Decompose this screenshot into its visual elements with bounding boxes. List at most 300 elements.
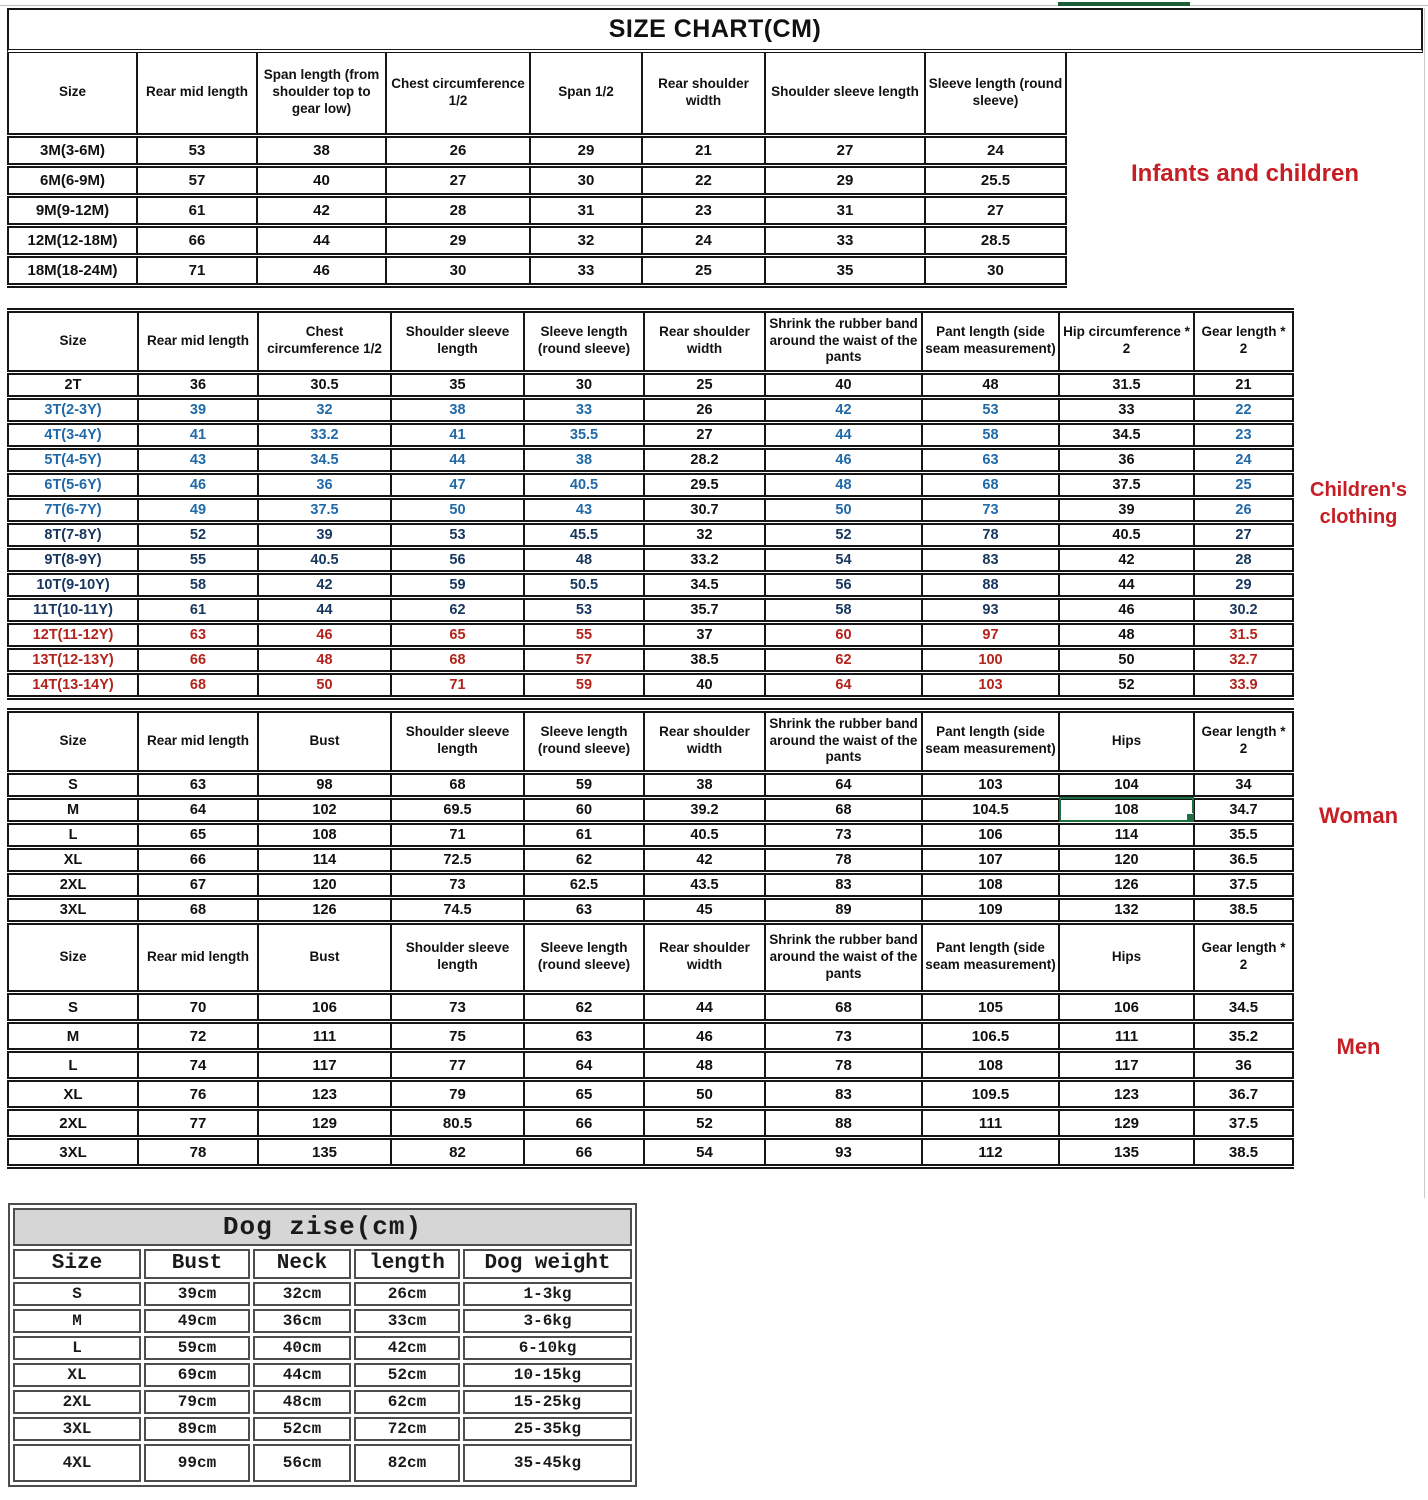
cell: 52 [1059, 672, 1194, 697]
row-size-label: 10T(9-10Y) [8, 572, 138, 597]
cell: 26cm [354, 1282, 460, 1306]
column-header: Bust [258, 925, 391, 993]
cell: 26 [1194, 497, 1293, 522]
cell: 54 [644, 1138, 765, 1167]
cell: 27 [1194, 522, 1293, 547]
cell: 32 [644, 522, 765, 547]
children-section [7, 308, 1423, 700]
cell: 25 [644, 372, 765, 397]
cell: 68 [391, 772, 524, 797]
column-header: Pant length (side seam measurement) [922, 310, 1059, 372]
row-size-label: M [13, 1309, 141, 1333]
cell: 36 [258, 472, 391, 497]
cell: 105 [922, 993, 1059, 1022]
cell: 25-35kg [463, 1417, 632, 1441]
section-gap [0, 288, 1428, 308]
cell: 53 [391, 522, 524, 547]
cell: 106 [258, 993, 391, 1022]
cell: 45.5 [524, 522, 644, 547]
table-row [13, 1363, 632, 1387]
column-header: Rear mid length [138, 925, 258, 993]
column-header: length [354, 1249, 460, 1279]
cell: 106 [922, 822, 1059, 847]
row-size-label: 7T(6-7Y) [8, 497, 138, 522]
cell: 44 [257, 225, 386, 255]
cell: 52cm [253, 1417, 351, 1441]
cell: 28 [386, 195, 530, 225]
cell: 57 [137, 165, 257, 195]
cell: 82 [391, 1138, 524, 1167]
cell: 117 [1059, 1051, 1194, 1080]
table-row [8, 165, 1066, 195]
row-size-label: S [8, 993, 138, 1022]
cell: 30 [925, 255, 1066, 285]
cell: 40.5 [644, 822, 765, 847]
row-size-label: 2XL [8, 1109, 138, 1138]
cell: 68 [765, 993, 922, 1022]
column-header: Rear mid length [137, 53, 257, 135]
cell: 41 [138, 422, 258, 447]
column-header: Chest circumference 1/2 [386, 53, 530, 135]
cell: 111 [922, 1109, 1059, 1138]
table-row [8, 255, 1066, 285]
cell: 42 [258, 572, 391, 597]
cell: 64 [765, 672, 922, 697]
table-row [8, 497, 1293, 522]
cell: 48 [922, 372, 1059, 397]
cell: 120 [258, 872, 391, 897]
row-size-label: 14T(13-14Y) [8, 672, 138, 697]
cell: 66 [524, 1138, 644, 1167]
cell: 30 [530, 165, 642, 195]
cell: 52 [765, 522, 922, 547]
row-size-label: 18M(18-24M) [8, 255, 137, 285]
cell: 58 [138, 572, 258, 597]
cell: 72.5 [391, 847, 524, 872]
cell: 40 [644, 672, 765, 697]
column-header: Pant length (side seam measurement) [922, 710, 1059, 772]
cell: 53 [524, 597, 644, 622]
cell: 50 [644, 1080, 765, 1109]
top-gridline [0, 5, 1428, 6]
cell: 42 [1059, 547, 1194, 572]
cell: 36 [138, 372, 258, 397]
cell: 34.5 [1059, 422, 1194, 447]
cell: 40.5 [258, 547, 391, 572]
cell: 44 [765, 422, 922, 447]
cell: 49cm [144, 1309, 250, 1333]
row-size-label: XL [13, 1363, 141, 1387]
cell: 35 [391, 372, 524, 397]
column-header: Rear shoulder width [644, 310, 765, 372]
cell: 33.2 [644, 547, 765, 572]
table-row [8, 622, 1293, 647]
cell: 46 [644, 1022, 765, 1051]
cell: 89cm [144, 1417, 250, 1441]
cell: 35-45kg [463, 1444, 632, 1482]
table-row [8, 672, 1293, 697]
cell: 88 [922, 572, 1059, 597]
cell: 56 [765, 572, 922, 597]
cell: 58 [765, 597, 922, 622]
cell: 32.7 [1194, 647, 1293, 672]
cell: 40.5 [1059, 522, 1194, 547]
cell: 66 [524, 1109, 644, 1138]
cell: 78 [922, 522, 1059, 547]
table-row [8, 522, 1293, 547]
cell: 71 [137, 255, 257, 285]
table-row [8, 822, 1293, 847]
column-header: Gear length * 2 [1194, 710, 1293, 772]
column-header: Dog weight [463, 1249, 632, 1279]
cell: 112 [922, 1138, 1059, 1167]
spreadsheet-top-gridline-strip [0, 0, 1428, 8]
cell: 97 [922, 622, 1059, 647]
column-header: Size [8, 310, 138, 372]
column-header: Size [8, 925, 138, 993]
cell: 28.2 [644, 447, 765, 472]
cell: 109 [922, 897, 1059, 922]
cell: 38 [257, 135, 386, 165]
cell: 72cm [354, 1417, 460, 1441]
cell: 30 [386, 255, 530, 285]
row-size-label: 3XL [8, 897, 138, 922]
cell: 75 [391, 1022, 524, 1051]
cell: 129 [1059, 1109, 1194, 1138]
cell: 123 [258, 1080, 391, 1109]
dog-section [8, 1203, 1428, 1487]
cell: 78 [765, 1051, 922, 1080]
cell: 44 [391, 447, 524, 472]
cell: 48cm [253, 1390, 351, 1414]
cell: 42 [257, 195, 386, 225]
cell: 38.5 [1194, 897, 1293, 922]
row-size-label: 3M(3-6M) [8, 135, 137, 165]
cell: 46 [138, 472, 258, 497]
cell: 65 [391, 622, 524, 647]
dog-size-table [8, 1203, 637, 1487]
cell: 37.5 [258, 497, 391, 522]
cell: 36 [1194, 1051, 1293, 1080]
cell: 34.5 [644, 572, 765, 597]
column-header: Rear shoulder width [644, 925, 765, 993]
header-row [8, 710, 1293, 772]
cell: 117 [258, 1051, 391, 1080]
row-size-label: 3T(2-3Y) [8, 397, 138, 422]
cell: 114 [258, 847, 391, 872]
table-row [8, 1138, 1293, 1167]
cell: 100 [922, 647, 1059, 672]
men-section-label: Men [1336, 1033, 1381, 1059]
cell: 38.5 [644, 647, 765, 672]
column-header: Size [8, 53, 137, 135]
cell: 44 [258, 597, 391, 622]
cell: 93 [765, 1138, 922, 1167]
table-row [8, 372, 1293, 397]
cell: 44 [1059, 572, 1194, 597]
cell: 52 [138, 522, 258, 547]
cell: 25.5 [925, 165, 1066, 195]
cell: 99cm [144, 1444, 250, 1482]
cell: 79cm [144, 1390, 250, 1414]
cell: 106 [1059, 993, 1194, 1022]
row-size-label: 13T(12-13Y) [8, 647, 138, 672]
row-size-label: S [13, 1282, 141, 1306]
cell: 63 [524, 897, 644, 922]
cell: 61 [138, 597, 258, 622]
row-size-label: 9T(8-9Y) [8, 547, 138, 572]
cell: 72 [138, 1022, 258, 1051]
cell: 43.5 [644, 872, 765, 897]
cell: 37 [644, 622, 765, 647]
column-header: Sleeve length (round sleeve) [524, 925, 644, 993]
cell: 34.5 [1194, 993, 1293, 1022]
table-row [8, 993, 1293, 1022]
cell: 63 [922, 447, 1059, 472]
table-row [13, 1417, 632, 1441]
cell: 25 [1194, 472, 1293, 497]
table-row [8, 872, 1293, 897]
table-row [8, 547, 1293, 572]
cell: 29 [765, 165, 925, 195]
row-size-label: 2XL [8, 872, 138, 897]
cell: 46 [765, 447, 922, 472]
cell: 107 [922, 847, 1059, 872]
woman-section-label: Woman [1318, 803, 1399, 829]
cell: 29 [386, 225, 530, 255]
cell: 135 [258, 1138, 391, 1167]
column-header: Shrink the rubber band around the waist of the pants [765, 310, 922, 372]
column-header: Size [13, 1249, 141, 1279]
column-header: Pant length (side seam measurement) [922, 925, 1059, 993]
cell: 39 [258, 522, 391, 547]
men-section [7, 925, 1423, 1170]
infants-section [7, 53, 1423, 288]
cell: 55 [138, 547, 258, 572]
cell: 33 [1059, 397, 1194, 422]
row-size-label: S [8, 772, 138, 797]
cell: 46 [1059, 597, 1194, 622]
cell: 123 [1059, 1080, 1194, 1109]
sheet-right-gridline [1424, 8, 1425, 1198]
cell: 48 [258, 647, 391, 672]
cell: 62 [765, 647, 922, 672]
cell: 31 [530, 195, 642, 225]
column-header: Shrink the rubber band around the waist of the pants [765, 925, 922, 993]
cell: 38.5 [1194, 1138, 1293, 1167]
table-row [8, 1051, 1293, 1080]
cell: 45 [644, 897, 765, 922]
cell: 33cm [354, 1309, 460, 1333]
cell: 77 [391, 1051, 524, 1080]
column-header: Rear shoulder width [644, 710, 765, 772]
cell: 22 [1194, 397, 1293, 422]
table-row [8, 135, 1066, 165]
cell: 15-25kg [463, 1390, 632, 1414]
cell: 36.5 [1194, 847, 1293, 872]
column-header: Shoulder sleeve length [765, 53, 925, 135]
cell: 135 [1059, 1138, 1194, 1167]
cell: 21 [642, 135, 765, 165]
cell: 44 [644, 993, 765, 1022]
cell: 126 [1059, 872, 1194, 897]
cell: 33.9 [1194, 672, 1293, 697]
row-size-label: 6M(6-9M) [8, 165, 137, 195]
cell: 29 [530, 135, 642, 165]
column-header: Shoulder sleeve length [391, 310, 524, 372]
cell: 35.5 [524, 422, 644, 447]
row-size-label: L [13, 1336, 141, 1360]
row-size-label: 9M(9-12M) [8, 195, 137, 225]
column-header: Shrink the rubber band around the waist of the pants [765, 710, 922, 772]
column-header: Span length (from shoulder top to gear low) [257, 53, 386, 135]
table-row [13, 1336, 632, 1360]
table-row [8, 897, 1293, 922]
cell: 120 [1059, 847, 1194, 872]
cell: 68 [922, 472, 1059, 497]
cell: 83 [922, 547, 1059, 572]
column-header: Neck [253, 1249, 351, 1279]
cell: 27 [644, 422, 765, 447]
cell: 42cm [354, 1336, 460, 1360]
cell: 74.5 [391, 897, 524, 922]
cell: 89 [765, 897, 922, 922]
cell: 38 [524, 447, 644, 472]
cell: 93 [922, 597, 1059, 622]
table-row [8, 422, 1293, 447]
cell: 60 [524, 797, 644, 822]
cell: 42 [644, 847, 765, 872]
table-title: Dog zise(cm) [13, 1208, 632, 1246]
cell: 41 [391, 422, 524, 447]
cell: 114 [1059, 822, 1194, 847]
table-row [8, 1022, 1293, 1051]
woman-section [7, 708, 1423, 925]
cell: 38 [391, 397, 524, 422]
cell: 37.5 [1194, 872, 1293, 897]
cell: 40.5 [524, 472, 644, 497]
cell: 68 [765, 797, 922, 822]
cell: 23 [1194, 422, 1293, 447]
column-header: Bust [144, 1249, 250, 1279]
row-size-label: 8T(7-8Y) [8, 522, 138, 547]
cell: 27 [386, 165, 530, 195]
header-row [8, 53, 1066, 135]
cell: 108 [922, 1051, 1059, 1080]
cell: 103 [922, 672, 1059, 697]
cell: 33.2 [258, 422, 391, 447]
column-header: Span 1/2 [530, 53, 642, 135]
cell: 78 [138, 1138, 258, 1167]
row-size-label: XL [8, 847, 138, 872]
cell: 56 [391, 547, 524, 572]
cell: 73 [765, 822, 922, 847]
cell: 31.5 [1194, 622, 1293, 647]
column-header: Hip circumference * 2 [1059, 310, 1194, 372]
cell: 43 [524, 497, 644, 522]
cell: 108 [922, 872, 1059, 897]
cell: 103 [922, 772, 1059, 797]
cell: 109.5 [922, 1080, 1059, 1109]
cell: 50 [391, 497, 524, 522]
cell: 28.5 [925, 225, 1066, 255]
column-header: Sleeve length (round sleeve) [524, 310, 644, 372]
cell: 34.5 [258, 447, 391, 472]
table-row [8, 397, 1293, 422]
cell: 31.5 [1059, 372, 1194, 397]
cell: 61 [137, 195, 257, 225]
men-size-table [7, 925, 1294, 1170]
cell: 88 [765, 1109, 922, 1138]
cell: 126 [258, 897, 391, 922]
cell: 67 [138, 872, 258, 897]
cell: 6-10kg [463, 1336, 632, 1360]
cell: 3-6kg [463, 1309, 632, 1333]
table-row [13, 1444, 632, 1482]
row-size-label: L [8, 822, 138, 847]
cell: 39cm [144, 1282, 250, 1306]
cell: 48 [1059, 622, 1194, 647]
cell: 10-15kg [463, 1363, 632, 1387]
cell: 56cm [253, 1444, 351, 1482]
cell: 32cm [253, 1282, 351, 1306]
woman-size-table [7, 708, 1294, 925]
cell: 30.2 [1194, 597, 1293, 622]
cell: 82cm [354, 1444, 460, 1482]
row-size-label: 12M(12-18M) [8, 225, 137, 255]
cell: 48 [644, 1051, 765, 1080]
row-size-label: 12T(11-12Y) [8, 622, 138, 647]
cell: 42 [765, 397, 922, 422]
cell: 40 [257, 165, 386, 195]
cell: 59cm [144, 1336, 250, 1360]
row-size-label: 11T(10-11Y) [8, 597, 138, 622]
cell: 59 [524, 772, 644, 797]
cell: 28 [1194, 547, 1293, 572]
cell: 62 [391, 597, 524, 622]
column-header: Gear length * 2 [1194, 925, 1293, 993]
cell: 104.5 [922, 797, 1059, 822]
cell: 32 [530, 225, 642, 255]
cell: 78 [765, 847, 922, 872]
cell: 104 [1059, 772, 1194, 797]
header-row [13, 1249, 632, 1279]
cell: 64 [765, 772, 922, 797]
column-header: Rear mid length [138, 310, 258, 372]
column-header: Size [8, 710, 138, 772]
cell: 54 [765, 547, 922, 572]
cell: 33 [765, 225, 925, 255]
cell: 26 [386, 135, 530, 165]
table-row [8, 597, 1293, 622]
cell: 36.7 [1194, 1080, 1293, 1109]
cell: 79 [391, 1080, 524, 1109]
cell: 77 [138, 1109, 258, 1138]
cell: 53 [922, 397, 1059, 422]
cell: 55 [524, 622, 644, 647]
cell: 73 [391, 993, 524, 1022]
header-row [8, 310, 1293, 372]
cell: 43 [138, 447, 258, 472]
cell: 62cm [354, 1390, 460, 1414]
selection-column-indicator [1058, 2, 1190, 6]
table-row [13, 1390, 632, 1414]
cell: 73 [765, 1022, 922, 1051]
cell: 24 [1194, 447, 1293, 472]
cell: 50.5 [524, 572, 644, 597]
cell: 71 [391, 822, 524, 847]
section-gap [0, 700, 1428, 708]
